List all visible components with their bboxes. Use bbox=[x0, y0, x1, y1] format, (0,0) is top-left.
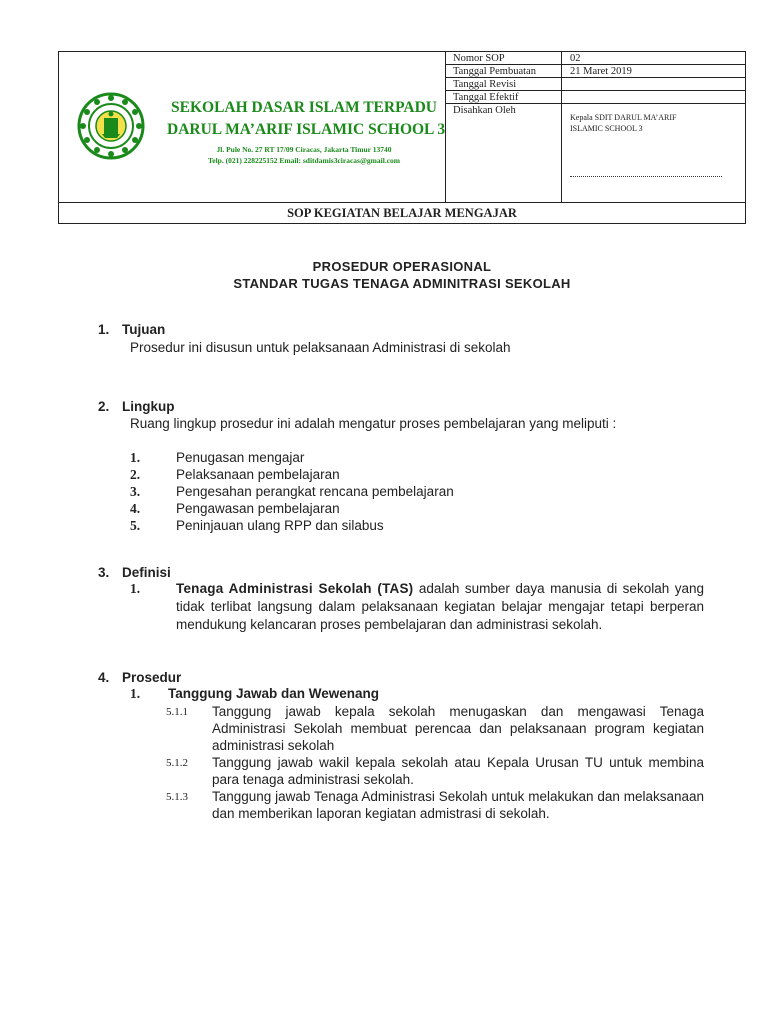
meta-label: Tanggal Revisi bbox=[453, 79, 517, 90]
list-item-number: 4. bbox=[130, 501, 141, 516]
approver-title bbox=[570, 112, 676, 134]
list-item-number: 1. bbox=[130, 450, 141, 465]
section-text-lingkup: Ruang lingkup prosedur ini adalah mengatur proses pembelajaran yang meliputi : bbox=[130, 416, 617, 431]
list-item-number: 5. bbox=[130, 518, 141, 533]
section-heading-definisi: Definisi bbox=[122, 565, 171, 580]
signature-line bbox=[570, 176, 722, 177]
section-number: 1. bbox=[98, 322, 110, 337]
list-item: Pengawasan pembelajaran bbox=[176, 501, 340, 516]
list-item-number: 2. bbox=[130, 467, 141, 482]
section-number: 3. bbox=[98, 565, 110, 580]
list-item-number: 3. bbox=[130, 484, 141, 499]
list-item: Penugasan mengajar bbox=[176, 450, 305, 465]
section-number: 4. bbox=[98, 670, 110, 685]
meta-value: 02 bbox=[570, 53, 581, 64]
point-text: Tanggung jawab kepala sekolah menugaskan dan mengawasi Tenaga Administrasi Sekolah membuat perencaa dan pelaksanaan program kegiatan administrasi sekolah bbox=[212, 704, 704, 753]
school-name-line2: DARUL MA’ARIF ISLAMIC SCHOOL 3 bbox=[167, 121, 446, 138]
subsection-number: 1. bbox=[130, 686, 141, 701]
point-text: Tanggung jawab wakil kepala sekolah atau Kepala Urusan TU untuk membina para tenaga administrasi sekolah. bbox=[212, 755, 704, 787]
definition-number: 1. bbox=[130, 581, 141, 596]
section-heading-prosedur: Prosedur bbox=[122, 670, 182, 685]
approver-line2: ISLAMIC SCHOOL 3 bbox=[570, 124, 643, 133]
meta-row-tanggal-pembuatan bbox=[446, 65, 746, 78]
sop-header-table bbox=[58, 51, 746, 224]
list-item: Pengesahan perangkat rencana pembelajaran bbox=[176, 484, 454, 499]
school-seal-logo-icon bbox=[77, 92, 145, 160]
meta-row-tanggal-revisi bbox=[446, 78, 746, 91]
doc-title-line1: PROSEDUR OPERASIONAL bbox=[312, 259, 492, 274]
point-number: 5.1.2 bbox=[166, 757, 188, 769]
definition-body: adalah sumber daya manusia di sekolah yang tidak terlibat langsung dalam pelaksanaan kegiatan belajar mengajar tetapi berperan mendukung kelancaran proses pembelajaran dan administrasi sekolah. bbox=[176, 581, 704, 632]
meta-row-nomor-sop bbox=[446, 52, 746, 65]
section-heading-tujuan: Tujuan bbox=[122, 322, 166, 337]
school-name-line1: SEKOLAH DASAR ISLAM TERPADU bbox=[171, 99, 437, 116]
meta-label: Tanggal Pembuatan bbox=[453, 66, 536, 77]
definition-term: Tenaga Administrasi Sekolah (TAS) bbox=[176, 581, 414, 596]
definition-text bbox=[176, 580, 704, 634]
point-text: Tanggung jawab Tenaga Administrasi Sekolah untuk melakukan dan melaksanaan dan memberikan laporan kegiatan admistrasi di sekolah. bbox=[212, 789, 704, 821]
school-address bbox=[167, 144, 441, 166]
sop-meta-panel bbox=[446, 52, 746, 202]
approver-line1: Kepala SDIT DARUL MA’ARIF bbox=[570, 113, 677, 122]
section-number: 2. bbox=[98, 399, 110, 414]
list-item: Peninjauan ulang RPP dan silabus bbox=[176, 518, 384, 533]
subsection-heading: Tanggung Jawab dan Wewenang bbox=[168, 686, 380, 701]
meta-row-tanggal-efektif bbox=[446, 91, 746, 104]
school-address-line: Jl. Pule No. 27 RT 17/09 Ciracas, Jakarta Timur 13740 bbox=[216, 145, 392, 154]
meta-label: Nomor SOP bbox=[453, 53, 505, 64]
meta-value: 21 Maret 2019 bbox=[570, 66, 632, 77]
section-heading-lingkup: Lingkup bbox=[122, 399, 175, 414]
sop-title: SOP KEGIATAN BELAJAR MENGAJAR bbox=[287, 206, 517, 220]
list-item: Pelaksanaan pembelajaran bbox=[176, 467, 340, 482]
doc-title-line2: STANDAR TUGAS TENAGA ADMINITRASI SEKOLAH bbox=[233, 276, 571, 291]
school-contact-line: Telp. (021) 228225152 Email: sditdamis3ciracas@gmail.com bbox=[207, 156, 401, 165]
meta-label: Tanggal Efektif bbox=[453, 92, 519, 103]
point-number: 5.1.1 bbox=[166, 706, 188, 718]
point-number: 5.1.3 bbox=[166, 791, 188, 803]
meta-label: Disahkan Oleh bbox=[453, 105, 516, 116]
section-text-tujuan: Prosedur ini disusun untuk pelaksanaan Administrasi di sekolah bbox=[130, 340, 511, 355]
